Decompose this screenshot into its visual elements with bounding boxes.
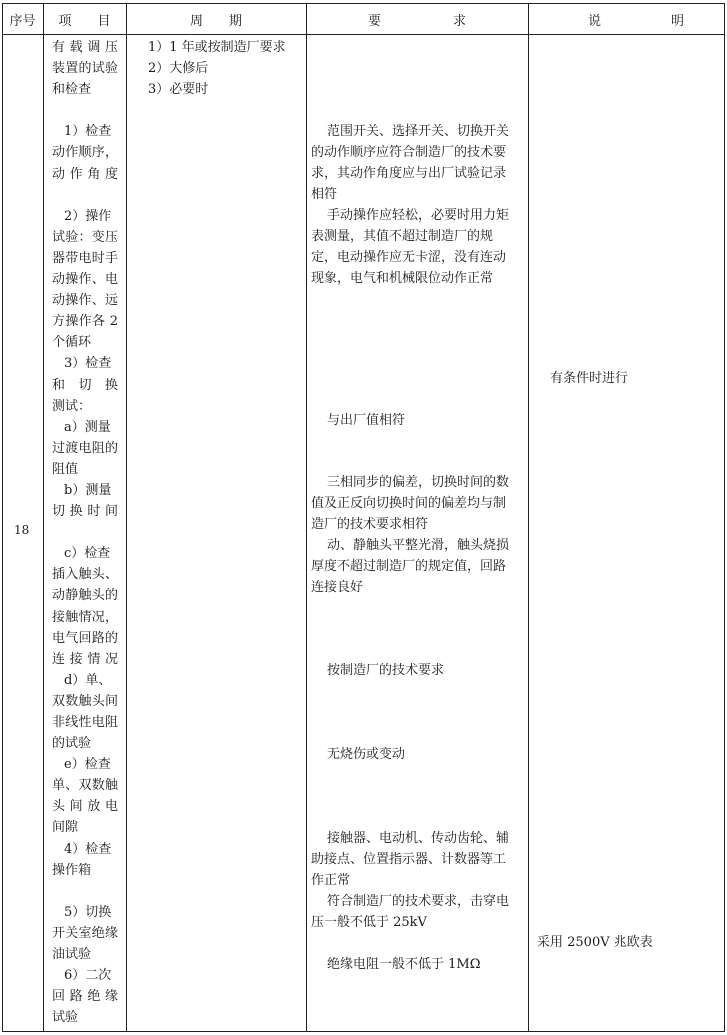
text-line [52,881,118,902]
requirement-line: 作正常 [311,873,351,889]
requirement-line: 按制造厂的技术要求 [327,663,445,678]
text-line: 动操作、电 [52,272,118,288]
text-line: 试验 [52,1010,79,1026]
requirement-line: 相符 [311,187,338,203]
text-line: 2）操作 [64,208,112,224]
table-left-border [2,4,3,1031]
text-line: 方操作各 2 [52,314,118,330]
text-line: 动作顺序， [52,145,118,161]
requirement-line: 与出厂值相符 [327,413,406,428]
text-line: 阻值 [52,461,79,477]
text-line: 1）检查 [64,124,112,140]
table-bottom-border [2,1031,725,1032]
text-line: 过渡电阻的 [52,440,118,456]
text-line: 和 切 换 [52,377,118,393]
requirement-block [311,744,523,765]
requirement-block [311,828,523,891]
text-line: 动静触头的 [52,588,118,604]
text-line: 装置的试验 [52,61,118,77]
header-period: 周 期 [189,13,243,29]
text-line: 操作箱 [52,862,92,878]
text-line: 接触情况， [52,609,118,625]
requirement-line: 的动作顺序应符合制造厂的技术要 [311,145,507,161]
column-divider [306,4,307,1031]
column-divider [528,4,529,1031]
requirement-line: 表测量，其值不超过制造厂的规 [311,229,494,245]
requirement-line: 值及正反向切换时间的偏差均与制 [311,496,507,512]
requirement-block [311,205,523,289]
table-right-border [724,4,725,1031]
text-line: 头间放电 [52,799,118,815]
header-bottom-border [2,34,725,35]
text-line: 3）必要时 [148,82,209,98]
requirement-block [311,410,523,431]
text-line: 连接情况 [52,651,118,667]
requirement-block [311,472,523,535]
text-line: 的试验 [52,736,92,752]
text-line: 动作角度 [52,166,118,182]
row-number: 18 [14,523,30,537]
requirement-line: 厚度不超过制造厂的规定值，回路 [311,559,507,575]
text-line: 和检查 [52,82,92,98]
requirement-line: 助接点、位置指示器、计数器等工 [311,852,507,868]
text-line: 6）二次 [64,968,112,984]
text-line: 切换时间 [52,504,118,520]
requirement-line: 动、静触头平整光滑，触头烧损 [327,538,510,553]
requirement-line: 连接良好 [311,580,364,596]
requirement-line: 定，电动操作应无卡涩，没有连动 [311,250,507,266]
text-line: b）测量 [64,482,112,498]
text-line: 回路绝缘 [52,989,118,1005]
requirement-line: 绝缘电阻一般不低于 1MΩ [327,957,481,972]
text-line: 测试： [52,398,92,414]
requirement-line: 三相同步的偏差，切换时间的数 [327,475,510,490]
text-line: 动操作、远 [52,293,118,309]
item-column [52,37,118,1028]
text-line: 双数触头间 [52,693,118,709]
text-line: 2）大修后 [148,61,209,77]
text-line: 间隙 [52,820,79,836]
note-megohmmeter: 采用 2500V 兆欧表 [537,935,653,950]
text-line [52,522,118,543]
requirement-line: 接触器、电动机、传动齿轮、辅 [327,831,510,846]
text-line: d）单、 [64,672,112,688]
text-line: 4）检查 [64,841,112,857]
text-line: 非线性电阻 [52,715,118,730]
text-line: c）检查 [64,546,111,562]
text-line: 电气回路的 [52,630,118,646]
requirement-block [311,121,523,205]
requirement-block [311,535,523,598]
text-line: e）检查 [64,757,111,773]
text-line: 5）切换 [64,904,112,920]
requirement-line: 造厂的技术要求相符 [311,517,429,533]
header-note: 说 明 [588,13,684,29]
note-conditional: 有条件时进行 [550,371,629,386]
text-line [52,185,118,206]
text-line: 有载调压 [52,40,118,55]
requirement-line: 范围开关、选择开关、切换开关 [327,124,510,139]
text-line: 器带电时手 [52,250,118,266]
requirement-block [311,954,523,975]
text-line: 3）检查 [64,356,112,372]
column-divider [126,4,127,1031]
requirement-line: 手动操作应轻松，必要时用力矩 [327,208,510,223]
requirement-line: 符合制造厂的技术要求，击穿电 [327,894,510,909]
period-column [148,37,286,100]
requirement-block [311,660,523,681]
header-seq: 序号 [9,13,36,29]
requirement-line: 现象，电气和机械限位动作正常 [311,271,494,287]
text-line: 个循环 [52,335,92,351]
text-line: 单、双数触 [52,778,118,794]
text-line: 1）1 年或按制造厂要求 [148,40,286,55]
text-line [52,100,118,121]
requirement-line: 压一般不低于 25kV [311,915,427,931]
text-line: 试验：变压 [52,229,118,245]
text-line: a）测量 [64,419,111,435]
column-divider [43,4,44,1031]
text-line: 插入触头、 [52,567,118,583]
header-item: 项 目 [58,13,111,29]
text-line: 油试验 [52,947,92,963]
requirement-line: 求，其动作角度应与出厂试验记录 [311,166,507,182]
requirement-block [311,891,523,933]
text-line: 开关室绝缘 [52,925,118,941]
requirement-line: 无烧伤或变动 [327,747,406,762]
header-requirement: 要 求 [367,13,467,29]
